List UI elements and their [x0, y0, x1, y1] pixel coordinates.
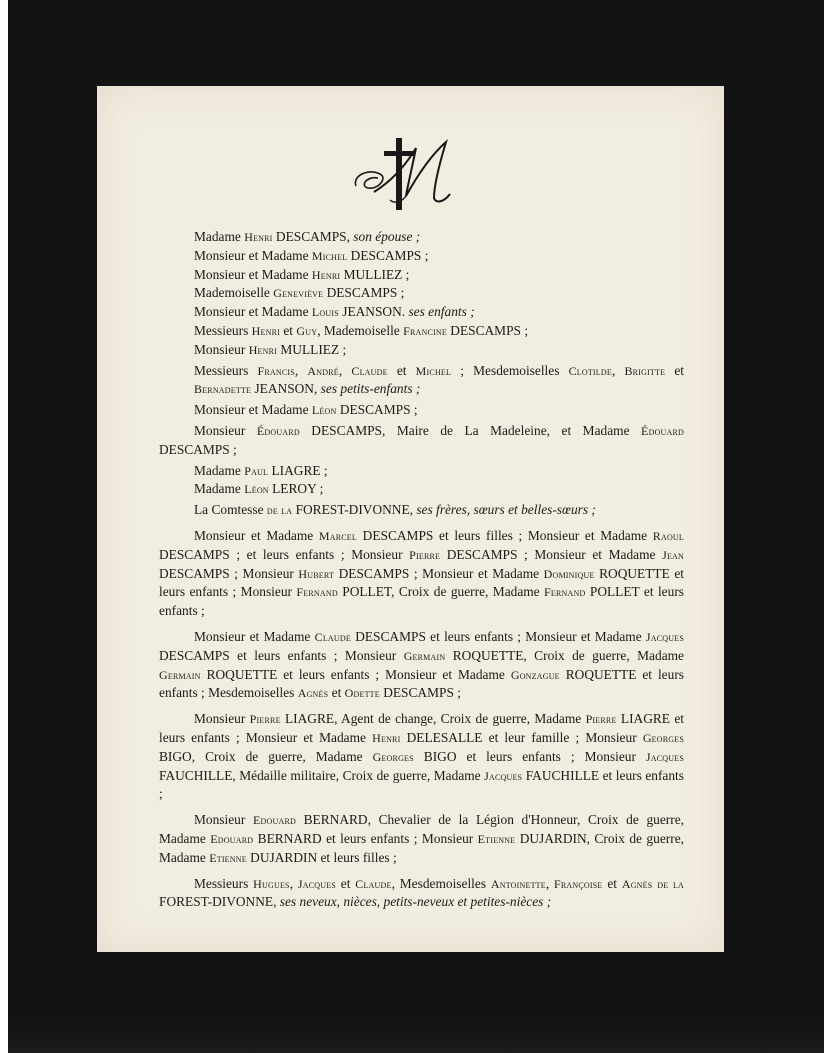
given-name-smallcaps: Henri: [248, 342, 278, 357]
given-name-smallcaps: Pierre: [249, 712, 281, 727]
text-run: Messieurs: [194, 875, 254, 891]
text-run: DESCAMPS, Maire de La Madeleine, et Madame: [299, 422, 642, 438]
text-run: BERNARD et leurs enfants ; Monsieur: [253, 830, 478, 846]
text-run: et: [387, 362, 416, 378]
text-run: MULLIEZ ;: [277, 341, 347, 357]
text-run: ,: [294, 362, 308, 378]
text-run: DESCAMPS ; Monsieur et Madame: [334, 565, 544, 581]
text-run: BERNARD, Chevalier de la Légion d'Honneur, Croix de guerre, Madame: [159, 812, 684, 846]
text-run: LIAGRE et leurs enfants ; Monsieur et Madame: [159, 711, 684, 745]
given-name-smallcaps: Henri: [372, 730, 401, 745]
given-name-smallcaps: Odette: [344, 686, 380, 701]
text-run: DESCAMPS ; et leurs enfants ; Monsieur: [159, 546, 410, 562]
text-run: POLLET, Croix de guerre, Madame: [337, 584, 545, 600]
text-run: et: [665, 362, 685, 378]
relationship-italic: ses frères, sœurs et belles-sœurs ;: [416, 502, 596, 518]
paragraph-2: [159, 628, 684, 703]
mourning-notice-sheet: [97, 86, 724, 952]
paragraph-5: [159, 875, 684, 913]
relationship-italic: ses neveux, nièces, petits-neveux et petites-nièces ;: [279, 894, 552, 910]
line-5: [159, 303, 684, 322]
text-run: ,: [338, 362, 352, 378]
line-2: [159, 247, 684, 266]
given-name-smallcaps: Henri: [244, 230, 273, 244]
text-run: Monsieur et Madame: [194, 527, 319, 543]
text-run: FAUCHILLE et leurs enfants ;: [159, 767, 684, 802]
relationship-italic: ses petits-enfants ;: [320, 381, 421, 397]
line-8: [159, 362, 684, 400]
given-name-smallcaps: Edouard: [253, 813, 296, 828]
line-9: [159, 401, 684, 420]
frame-bottom-edge: [8, 1020, 824, 1053]
text-run: ,: [611, 362, 625, 378]
text-run: ROQUETTE et leurs enfants ; Monsieur et Madame: [200, 666, 511, 682]
given-name-smallcaps: Hugues: [253, 876, 290, 891]
text-run: Monsieur et Madame: [194, 402, 312, 418]
text-run: DESCAMPS ;: [323, 285, 405, 301]
given-name-smallcaps: Édouard: [256, 423, 300, 438]
text-run: et: [328, 685, 345, 701]
text-run: ROQUETTE, Croix de guerre, Madame: [445, 647, 684, 663]
text-run: BIGO, Croix de guerre, Madame: [159, 748, 373, 764]
text-run: Messieurs: [194, 362, 258, 378]
text-run: FOREST-DIVONNE,: [159, 894, 280, 910]
given-name-smallcaps: de la: [266, 503, 293, 518]
text-run: JEANSON.: [338, 304, 409, 320]
given-name-smallcaps: Henri: [251, 323, 280, 338]
text-run: Monsieur et Madame: [194, 628, 315, 644]
line-12: [159, 480, 684, 499]
given-name-smallcaps: Germain: [159, 667, 201, 682]
text-run: BIGO et leurs enfants ; Monsieur: [413, 748, 646, 764]
given-name-smallcaps: Germain: [403, 648, 446, 663]
given-name-smallcaps: Léon: [244, 482, 269, 497]
text-run: FOREST-DIVONNE,: [292, 502, 417, 518]
text-run: DUJARDIN et leurs filles ;: [246, 849, 397, 865]
given-name-smallcaps: Etienne: [209, 850, 247, 865]
text-run: et: [280, 322, 297, 338]
text-run: LEROY ;: [268, 481, 324, 497]
given-name-smallcaps: Agnès: [297, 686, 329, 701]
text-run: Monsieur: [194, 711, 250, 727]
text-run: Madame: [194, 229, 245, 244]
text-run: MULLIEZ ;: [340, 266, 410, 282]
given-name-smallcaps: Jacques: [645, 749, 684, 764]
given-name-smallcaps: Georges: [372, 749, 414, 764]
given-name-smallcaps: Geneviève: [273, 286, 324, 301]
text-run: Madame: [194, 481, 245, 497]
given-name-smallcaps: Gonzague: [510, 667, 560, 682]
text-run: DESCAMPS ;: [159, 441, 237, 457]
text-run: DESCAMPS,: [272, 229, 354, 244]
text-run: ,: [545, 875, 555, 891]
given-name-smallcaps: Dominique: [543, 566, 595, 581]
text-run: DESCAMPS ;: [446, 322, 529, 338]
given-name-smallcaps: Brigitte: [624, 363, 666, 378]
text-run: DESCAMPS ; Monsieur et Madame: [440, 546, 663, 562]
text-run: Madame: [194, 462, 245, 478]
text-run: Messieurs: [194, 322, 252, 338]
text-run: DESCAMPS ; Monsieur: [159, 565, 299, 581]
text-run: DESCAMPS ;: [379, 685, 461, 701]
line-3: [159, 266, 684, 285]
given-name-smallcaps: Francis: [257, 363, 295, 378]
given-name-smallcaps: Jean: [662, 547, 684, 562]
text-run: LIAGRE, Agent de change, Croix de guerre, Madame: [280, 711, 586, 727]
given-name-smallcaps: Claude: [314, 629, 351, 644]
given-name-smallcaps: Claude: [355, 876, 392, 891]
text-run: , Mesdemoiselles: [391, 875, 491, 891]
text-run: Monsieur: [194, 422, 257, 438]
text-run: DESCAMPS et leurs filles ; Monsieur et Madame: [356, 527, 653, 543]
given-name-smallcaps: Jacques: [484, 768, 523, 783]
given-name-smallcaps: Jacques: [645, 629, 684, 644]
relationship-italic: ses enfants ;: [408, 304, 475, 320]
given-name-smallcaps: Louis: [311, 305, 339, 320]
text-run: ROQUETTE et leurs enfants ; Mesdemoiselles: [159, 666, 684, 701]
line-7: [159, 341, 684, 360]
given-name-smallcaps: de la: [657, 876, 685, 891]
given-name-smallcaps: Michel: [415, 363, 452, 378]
given-name-smallcaps: Françoise: [554, 876, 603, 891]
given-name-smallcaps: Marcel: [318, 528, 357, 543]
given-name-smallcaps: Antoinette: [490, 876, 546, 891]
given-name-smallcaps: Pierre: [585, 712, 617, 727]
text-run: DESCAMPS ;: [336, 402, 418, 418]
line-1: [159, 228, 684, 247]
given-name-smallcaps: Agnès: [621, 876, 653, 891]
text-run: La Comtesse: [194, 502, 267, 518]
text-run: DELESALLE et leur famille ; Monsieur: [400, 729, 643, 745]
paragraph-1: [159, 527, 684, 621]
text-run: Monsieur et Madame: [194, 266, 312, 282]
given-name-smallcaps: Hubert: [298, 566, 335, 581]
notice-text: [159, 228, 684, 912]
text-run: FAUCHILLE, Médaille militaire, Croix de guerre, Madame: [159, 767, 485, 783]
given-name-smallcaps: Paul: [244, 463, 269, 478]
given-name-smallcaps: Francine: [403, 323, 447, 338]
text-run: et: [335, 875, 356, 891]
text-run: LIAGRE ;: [268, 462, 328, 478]
paragraph-3: [159, 710, 684, 804]
given-name-smallcaps: Léon: [311, 403, 337, 418]
text-run: Monsieur: [194, 812, 253, 828]
paragraph-4: [159, 811, 684, 867]
given-name-smallcaps: Fernand: [296, 585, 338, 600]
given-name-smallcaps: Fernand: [544, 585, 586, 600]
text-run: DESCAMPS et leurs enfants ; Monsieur: [159, 647, 404, 663]
given-name-smallcaps: Claude: [351, 363, 388, 378]
text-run: Monsieur et Madame: [194, 247, 312, 263]
text-run: JEANSON,: [251, 381, 321, 397]
text-run: Monsieur et Madame: [194, 304, 312, 320]
text-run: DUJARDIN, Croix de guerre, Madame: [159, 830, 684, 865]
text-run: DESCAMPS ;: [347, 247, 429, 263]
given-name-smallcaps: Henri: [311, 267, 341, 282]
text-run: ; Mesdemoiselles: [451, 362, 569, 378]
given-name-smallcaps: Édouard: [641, 423, 684, 438]
text-run: et: [602, 875, 622, 891]
given-name-smallcaps: André: [307, 363, 339, 378]
relationship-italic: son épouse ;: [353, 229, 421, 244]
given-name-smallcaps: Pierre: [409, 547, 441, 562]
given-name-smallcaps: Guy: [296, 323, 318, 338]
given-name-smallcaps: Raoul: [652, 528, 684, 543]
text-run: Monsieur: [194, 341, 249, 357]
given-name-smallcaps: Bernadette: [194, 382, 252, 397]
text-run: Mademoiselle: [194, 285, 274, 301]
text-run: ,: [289, 875, 298, 891]
line-4: [159, 284, 684, 303]
given-name-smallcaps: Etienne: [477, 831, 516, 846]
text-run: ROQUETTE et leurs enfants ; Monsieur: [159, 565, 684, 600]
text-run: DESCAMPS et leurs enfants ; Monsieur et Madame: [350, 628, 646, 644]
given-name-smallcaps: Georges: [642, 730, 684, 745]
line-11: [159, 462, 684, 481]
cross-monogram-icon: [350, 138, 460, 210]
text-run: POLLET et leurs enfants ;: [159, 584, 684, 619]
line-10: [159, 422, 684, 460]
given-name-smallcaps: Clotilde: [568, 363, 612, 378]
text-run: , Mademoiselle: [317, 322, 404, 338]
line-13: [159, 501, 684, 520]
given-name-smallcaps: Edouard: [210, 831, 254, 846]
given-name-smallcaps: Michel: [311, 248, 348, 263]
line-6: [159, 322, 684, 341]
given-name-smallcaps: Jacques: [297, 876, 336, 891]
